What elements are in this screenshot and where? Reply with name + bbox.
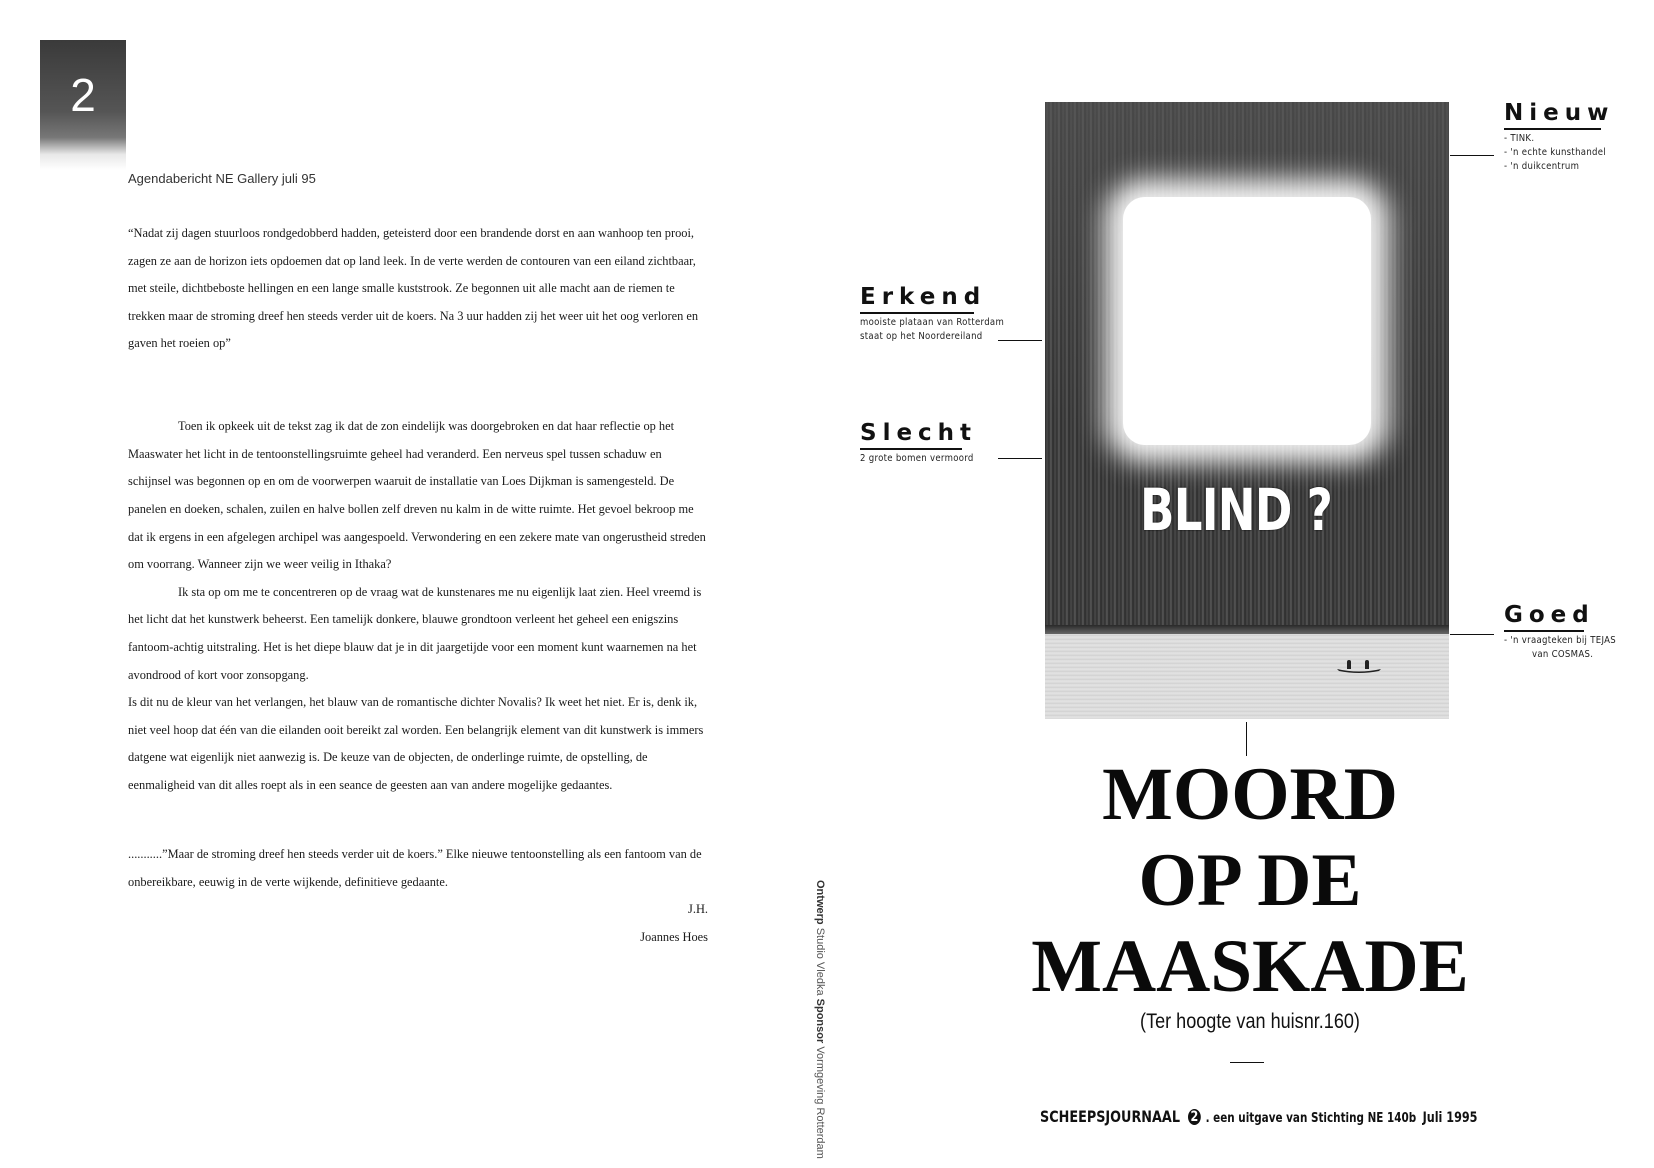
slecht-connector bbox=[998, 458, 1042, 459]
credit-value-design: Studio Vledka bbox=[814, 927, 826, 996]
title-connector bbox=[1246, 722, 1247, 756]
author-initials: J.H. bbox=[688, 902, 708, 917]
slecht-list bbox=[860, 452, 974, 466]
nieuw-list bbox=[1504, 132, 1606, 174]
closing-paragraph: ...........”Maar de stroming dreef hen steeds verder uit de koers.” Elke nieuwe tentoonstelling als een fantoom van de onbereikbare, eeuwig in de verte wijkende, definitieve gedaante. bbox=[128, 847, 702, 889]
canoe-icon bbox=[1335, 660, 1383, 674]
design-credit bbox=[814, 880, 826, 1159]
blind-caption: BLIND ? bbox=[1140, 476, 1333, 544]
erkend-connector bbox=[998, 340, 1042, 341]
issue-number: 2 bbox=[1188, 1109, 1201, 1125]
subtitle: (Ter hoogte van huisnr.160) bbox=[1140, 1010, 1360, 1033]
erkend-line-2: staat op het Noordereiland bbox=[860, 331, 983, 342]
photo-lake bbox=[1045, 634, 1449, 719]
goed-heading: Goed bbox=[1504, 602, 1595, 628]
opening-quote: “Nadat zij dagen stuurloos rondgedobberd hadden, geteisterd door een brandende dorst en aan wanhoop ten prooi, zagen ze aan de horizon iets opdoemen dat op land leek. In de verte werden de contouren van een eiland zichtbaar, met steile, dichtbeboste hellingen en een lange smalle kuststrook. Ze begonnen uit alle macht aan de riemen te trekken maar de stroming dreef hen steeds verder uit de koers. Na 3 uur hadden zij het weer uit het oog verloren en gaven het roeien op” bbox=[128, 226, 699, 351]
slecht-heading: Slecht bbox=[860, 420, 978, 446]
goed-connector bbox=[1450, 634, 1494, 635]
page-number-badge bbox=[40, 40, 126, 170]
credit-value-sponsor: Vormgeving Rotterdam bbox=[814, 1046, 826, 1159]
article-body bbox=[128, 220, 708, 951]
nieuw-heading: Nieuw bbox=[1504, 100, 1615, 126]
slecht-line-1: 2 grote bomen vermoord bbox=[860, 453, 974, 464]
author-name: Joannes Hoes bbox=[640, 929, 708, 944]
publisher-line: . een uitgave van Stichting NE 140b bbox=[1205, 1111, 1417, 1126]
nieuw-underline bbox=[1504, 128, 1601, 130]
erkend-line-1: mooiste plataan van Rotterdam bbox=[860, 317, 1005, 328]
paragraph-3: Is dit nu de kleur van het verlangen, het blauw van de romantische dichter Novalis? Ik weet het niet. Er is, denk ik, niet veel hoop dat één van die eilanden ooit bereikt zal worden. Een belangrijk element van dit kunstwerk is immers datgene wat eigenlijk niet aanwezig is. De keuze van de objecten, de onderlinge ruimte, de opstelling, de eenmaligheid van dit alles roept als in een seance de geesten aan van andere mogelijke gedaantes. bbox=[128, 695, 704, 792]
page-number: 2 bbox=[70, 69, 96, 121]
nieuw-line-1: - TINK. bbox=[1504, 133, 1535, 144]
goed-list bbox=[1504, 634, 1616, 662]
title-line-1: MOORD bbox=[1102, 753, 1398, 836]
goed-line-1: - 'n vraagteken bij TEJAS bbox=[1504, 635, 1616, 646]
slecht-underline bbox=[860, 448, 962, 450]
erkend-list bbox=[860, 316, 1004, 344]
goed-line-2: van COSMAS. bbox=[1532, 649, 1594, 660]
main-title bbox=[1010, 752, 1490, 1010]
masthead-footer bbox=[1040, 1107, 1477, 1126]
credit-label-sponsor: Sponsor bbox=[814, 998, 826, 1044]
title-line-3: MAASKADE bbox=[1031, 925, 1469, 1008]
nieuw-connector bbox=[1450, 155, 1494, 156]
paragraph-1: Toen ik opkeek uit de tekst zag ik dat de zon eindelijk was doorgebroken en dat haar reflectie op het Maaswater het licht in de tentoonstellingsruimte geheel had veranderd. Een nerveus spel tussen schaduw en schijnsel was begonnen op en om de voorwerpen waaruit de installatie van Loes Dijkman is samengesteld. De panelen en doeken, schalen, zuilen en halve bollen zelf dreven nu kalm in de witte ruimte. Het gevoel bekroop me dat ik ergens in een afgelegen archipel was aangespoeld. Verwondering en een zekere mate van ongerustheid streden om voorrang. Wanneer zijn we weer veilig in Ithaka? bbox=[128, 419, 706, 572]
nieuw-line-2: - 'n echte kunsthandel bbox=[1504, 147, 1607, 158]
agenda-line: Agendabericht NE Gallery juli 95 bbox=[128, 171, 316, 186]
goed-underline bbox=[1504, 630, 1584, 632]
journal-name: SCHEEPSJOURNAAL bbox=[1040, 1107, 1180, 1126]
nieuw-line-3: - 'n duikcentrum bbox=[1504, 161, 1580, 172]
erkend-heading: Erkend bbox=[860, 284, 987, 310]
erkend-underline bbox=[860, 312, 974, 314]
subtitle-divider bbox=[1230, 1062, 1264, 1063]
white-window bbox=[1123, 197, 1371, 445]
issue-date: Juli 1995 bbox=[1422, 1110, 1478, 1126]
title-line-2: OP DE bbox=[1138, 839, 1362, 922]
paragraph-2: Ik sta op om me te concentreren op de vraag wat de kunstenares me nu eigenlijk laat zien. Heel vreemd is het licht dat het kunstwerk beheerst. Een tamelijk donkere, blauwe grondtoon verleent het geheel een enigszins fantoom-achtig uitstraling. Het is het diepe blauw dat je in dit jaargetijde voor een moment kunt waarnemen na het avondrood of kort voor zonsopgang. bbox=[128, 584, 702, 682]
forest-photo bbox=[1045, 102, 1449, 719]
credit-label-design: Ontwerp bbox=[814, 880, 826, 925]
